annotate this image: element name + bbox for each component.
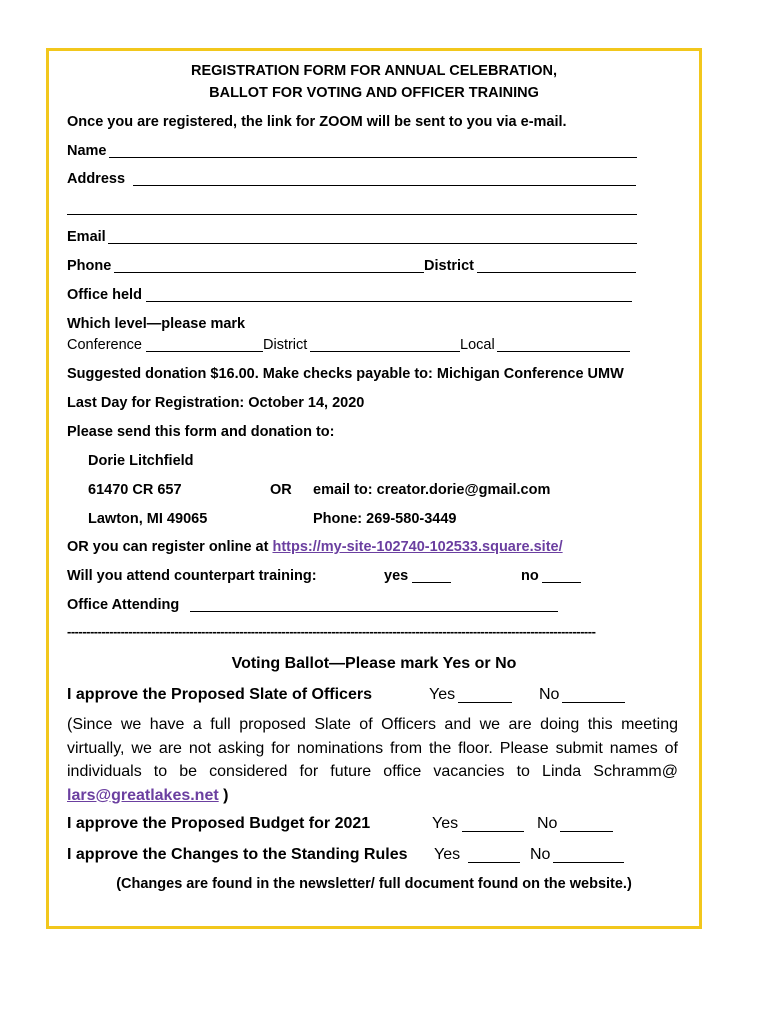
address-field-line-2[interactable] [67,214,637,215]
ballot-heading: Voting Ballot—Please mark Yes or No [231,655,517,672]
form-title-line-2: BALLOT FOR VOTING AND OFFICER TRAINING [209,85,539,101]
send-to-text: Please send this form and donation to: [67,424,335,440]
email-label: Email [67,229,106,245]
donation-text: Suggested donation $16.00. Make checks payable to: Michigan Conference UMW [67,366,624,382]
ballot-item-2-no-label: No [537,815,558,832]
or-label: OR [270,482,292,498]
office-attending-label: Office Attending [67,597,180,613]
district-field[interactable] [477,272,636,273]
office-held-field[interactable] [146,301,632,302]
name-field[interactable] [109,157,637,158]
ballot-item-3-label: I approve the Changes to the Standing Rules [67,846,408,863]
phone-label: Phone [67,258,112,274]
last-day-text: Last Day for Registration: October 14, 2020 [67,395,365,411]
ballot-item-3-no-field[interactable] [553,862,624,863]
ballot-item-2-no-field[interactable] [560,831,613,832]
level-local-label: Local [460,337,495,353]
level-local-field[interactable] [497,351,630,352]
ballot-item-1-label: I approve the Proposed Slate of Officers [67,686,372,703]
counterpart-yes-label: yes [384,568,409,584]
address-field[interactable] [133,185,636,186]
ballot-item-3-no-label: No [530,846,551,863]
ballot-note-text: (Since we have a full proposed Slate of Officers and we are doing this meeting virtually, we are not asking for nominations from the floor. Please submit names of individuals to be considered for future office vacancies to Linda Schramm@ [67,716,678,780]
ballot-footer-note: (Changes are found in the newsletter/ full document found on the website.) [116,876,632,892]
name-label: Name [67,143,107,159]
email-field[interactable] [108,243,637,244]
office-held-label: Office held [67,287,142,303]
email-to-text: email to: creator.dorie@gmail.com [313,482,551,498]
ballot-item-1-no-field[interactable] [562,702,625,703]
cut-divider: ------------------------------------------------------------------------------------------------------------------------------------------ [67,624,596,638]
counterpart-no-label: no [521,568,539,584]
online-register-link[interactable]: https://my-site-102740-102533.square.site/ [272,539,563,555]
form-title-line-1: REGISTRATION FORM FOR ANNUAL CELEBRATION, [191,63,557,79]
counterpart-no-field[interactable] [542,582,581,583]
address-label: Address [67,171,126,187]
ballot-item-2-yes-label: Yes [432,815,459,832]
ballot-item-1-yes-field[interactable] [458,702,512,703]
level-conference-field[interactable] [146,351,263,352]
contact-name: Dorie Litchfield [88,453,194,469]
ballot-note-paragraph [67,713,678,807]
contact-phone: Phone: 269-580-3449 [313,511,457,527]
level-district-field[interactable] [310,351,460,352]
online-register-text: OR you can register online at [67,539,273,555]
ballot-item-2-label: I approve the Proposed Budget for 2021 [67,815,371,832]
zoom-note: Once you are registered, the link for ZOOM will be sent to you via e-mail. [67,114,567,130]
office-attending-field[interactable] [190,611,558,612]
ballot-item-1-no-label: No [539,686,560,703]
ballot-item-3-yes-label: Yes [434,846,461,863]
contact-city: Lawton, MI 49065 [88,511,208,527]
counterpart-yes-field[interactable] [412,582,451,583]
ballot-note-link[interactable]: lars@greatlakes.net [67,786,219,804]
level-conference-label: Conference [67,337,142,353]
district-label: District [424,258,474,274]
ballot-item-3-yes-field[interactable] [468,862,520,863]
online-register-line [67,538,563,556]
phone-field[interactable] [114,272,424,273]
ballot-item-2-yes-field[interactable] [462,831,524,832]
counterpart-question: Will you attend counterpart training: [67,568,317,584]
which-level-label: Which level—please mark [67,316,246,332]
contact-street: 61470 CR 657 [88,482,182,498]
ballot-item-1-yes-label: Yes [429,686,456,703]
ballot-note-close: ) [218,786,229,804]
level-district-label: District [263,337,308,353]
